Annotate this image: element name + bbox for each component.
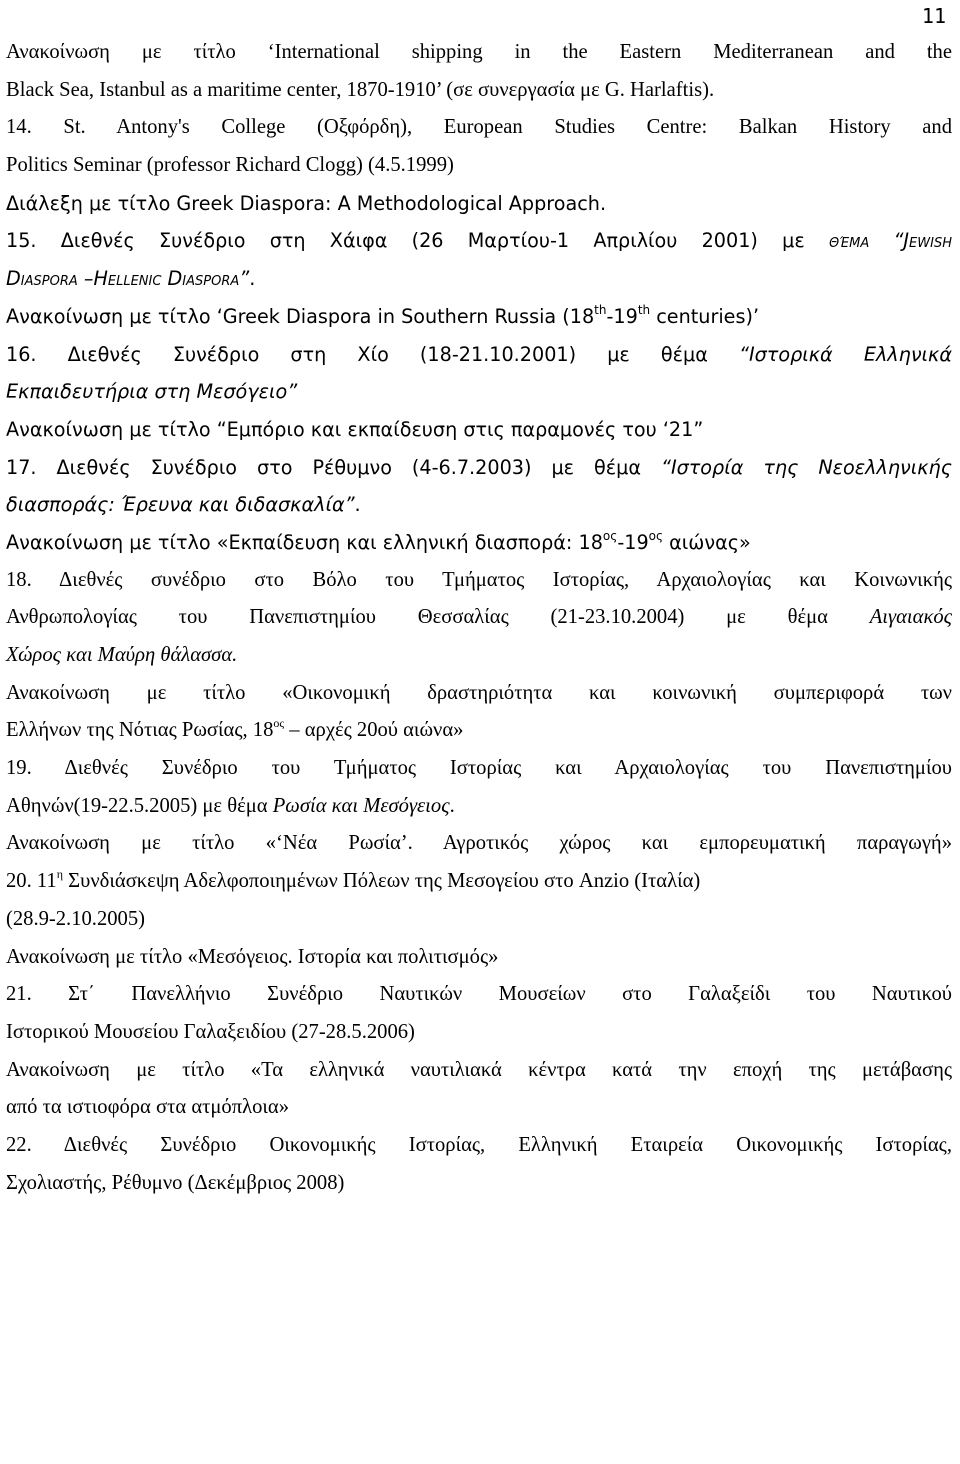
text-line: Ανακοίνωση με τίτλο ‘International shipping in the Eastern Mediterranean and the [6, 41, 952, 63]
text-span: centuries)’ [650, 304, 760, 328]
text-span: -19 [606, 304, 638, 328]
text-span: -19 [617, 530, 649, 554]
text-span: – αρχές 20ού αιώνα» [284, 719, 464, 742]
text-line: (28.9-2.10.2005) [6, 907, 145, 930]
list-item-19: 19. Διεθνές Συνέδριο του Τμήματος Ιστορίας και Αρχαιολογίας του Πανεπιστημίου [6, 757, 952, 780]
text-span: διασποράς: Έρευνα και διδασκαλία” [6, 493, 355, 517]
text-span: αιώνας» [663, 530, 751, 554]
text-span: Ανθρωπολογίας του Πανεπιστημίου Θεσσαλίας (21-23.10.2004) με θέμα [6, 606, 870, 629]
text-span: Ρωσία και Μεσόγειος [272, 794, 450, 817]
text-line [6, 298, 952, 336]
text-line: Ανακοίνωση με τίτλο «Τα ελληνικά ναυτιλιακά κέντρα κατά την εποχή της μετάβασης [6, 1058, 952, 1081]
list-item-14: 14. St. Antony's College (Οξφόρδη), European Studies Centre: Balkan History and [6, 116, 952, 139]
text-span: Ελλήνων της Νότιας Ρωσίας, 18 [6, 719, 274, 742]
text-line: Ανακοίνωση με τίτλο «Μεσόγειος. Ιστορία και πολιτισμός» [6, 945, 499, 968]
text-span: . [354, 493, 361, 517]
superscript: ος [273, 716, 285, 731]
text-line [6, 712, 952, 750]
text-line: Εκπαιδευτήρια στη Μεσόγειο” [6, 380, 298, 404]
text-line: Ιστορικού Μουσείου Γαλαξειδίου (27-28.5.2006) [6, 1020, 415, 1043]
text-line [6, 260, 952, 298]
list-item-20 [6, 863, 952, 901]
text-span: “Ιστορικά Ελληνικά [739, 342, 952, 366]
text-line [6, 788, 952, 826]
text-line: Ανακοίνωση με τίτλο “Εμπόριο και εκπαίδευση στις παραμονές του ‘21” [6, 417, 704, 441]
text-line: Σχολιαστής, Ρέθυμνο (Δεκέμβριος 2008) [6, 1171, 345, 1194]
text-line: Black Sea, Istanbul as a maritime center, 1870-1910’ (σε συνεργασία με G. Harlaftis). [6, 78, 715, 101]
page-number: 11 [921, 4, 946, 28]
text-span: 16. Διεθνές Συνέδριο στη Χίο (18-21.10.2001) με θέμα [6, 342, 740, 366]
document-body [6, 34, 952, 1202]
list-item-22: 22. Διεθνές Συνέδριο Οικονομικής Ιστορίας, Ελληνική Εταιρεία Οικονομικής Ιστορίας, [6, 1133, 952, 1156]
text-span: . [449, 794, 455, 817]
list-item-15 [6, 222, 952, 260]
text-line: Διάλεξη με τίτλο Greek Diaspora: A Methodological Approach. [6, 191, 607, 215]
list-item-17 [6, 449, 952, 487]
text-span: θέμα “Jewish [828, 229, 952, 253]
text-span: Ανακοίνωση με τίτλο ‘Greek Diaspora in Southern Russia (18 [6, 304, 595, 328]
text-span: Diaspora –Hellenic Diaspora” [6, 267, 250, 291]
superscript: ος [602, 528, 618, 543]
superscript: ος [648, 528, 664, 543]
list-item-18: 18. Διεθνές συνέδριο στο Βόλο του Τμήματος Ιστορίας, Αρχαιολογίας και Κοινωνικής [6, 568, 952, 591]
superscript: th [637, 302, 651, 317]
text-line: Χώρος και Μαύρη θάλασσα. [6, 644, 238, 666]
text-span: 15. Διεθνές Συνέδριο στη Χάιφα (26 Μαρτίου-1 Απριλίου 2001) με [6, 229, 829, 253]
text-line: Ανακοίνωση με τίτλο «Οικονομική δραστηριότητα και κοινωνική συμπεριφορά των [6, 681, 952, 704]
text-span: . [249, 267, 256, 291]
text-line: Politics Seminar (professor Richard Clogg) (4.5.1999) [6, 154, 454, 177]
text-line [6, 486, 952, 524]
text-span: Συνδιάσκεψη Αδελφοποιημένων Πόλεων της Μεσογείου στο Anzio (Ιταλία) [63, 870, 701, 893]
text-span: 20. 11 [6, 870, 57, 893]
list-item-16 [6, 336, 952, 374]
text-line [6, 524, 952, 562]
text-line: Ανακοίνωση με τίτλο «‘Νέα Ρωσία’. Αγροτικός χώρος και εμπορευματική παραγωγή» [6, 832, 952, 855]
text-span: Ανακοίνωση με τίτλο «Εκπαίδευση και ελληνική διασπορά: 18 [6, 530, 603, 554]
text-line: από τα ιστιοφόρα στα ατμόπλοια» [6, 1096, 290, 1119]
text-line [6, 599, 952, 637]
superscript: η [56, 867, 64, 882]
text-span: Αιγαιακός [869, 606, 952, 629]
text-span: Αθηνών(19-22.5.2005) με θέμα [6, 794, 273, 817]
text-span: 17. Διεθνές Συνέδριο στο Ρέθυμνο (4-6.7.2003) με θέμα [6, 455, 661, 479]
text-span: “Ιστορία της Νεοελληνικής [661, 455, 952, 479]
superscript: th [594, 302, 607, 317]
list-item-21: 21. Στ΄ Πανελλήνιο Συνέδριο Ναυτικών Μουσείων στο Γαλαξείδι του Ναυτικού [6, 983, 952, 1006]
